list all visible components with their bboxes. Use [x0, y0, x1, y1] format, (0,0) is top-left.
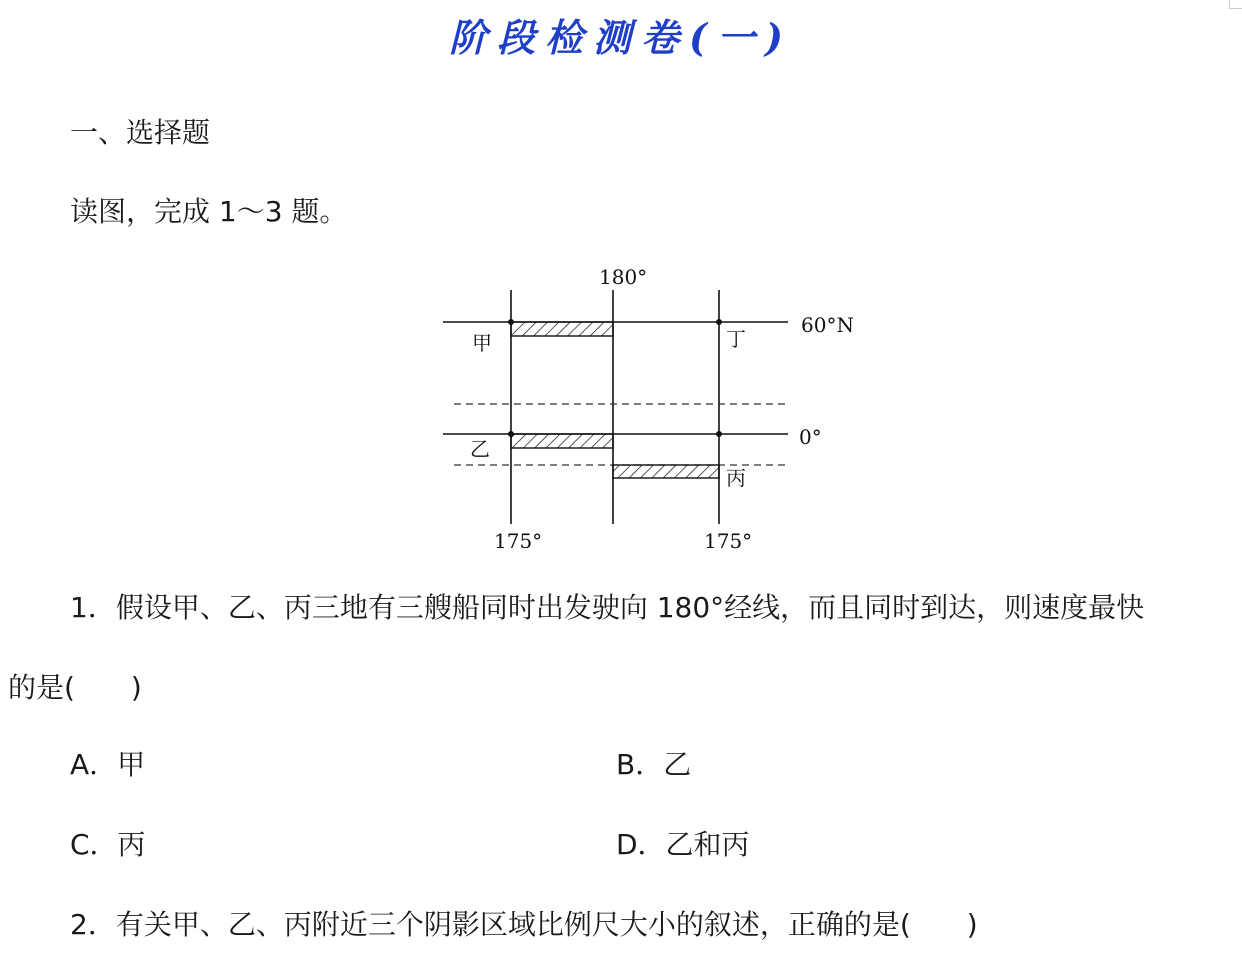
- label-0: 0°: [799, 425, 822, 449]
- question-1-option-b: B．乙: [616, 748, 692, 781]
- label-175-right: 175°: [704, 529, 753, 553]
- point-jia: [508, 319, 514, 325]
- question-1-option-c: C．丙: [70, 828, 146, 861]
- label-yi: 乙: [470, 437, 490, 461]
- page-title: 阶段检测卷(一): [449, 15, 793, 60]
- point-ding: [716, 319, 722, 325]
- point-equator-right: [716, 431, 722, 437]
- point-yi: [508, 431, 514, 437]
- label-bing: 丙: [726, 466, 746, 490]
- label-jia: 甲: [472, 331, 492, 355]
- corner-mark: [1229, 0, 1242, 9]
- question-2-stem-line1: 2．有关甲、乙、丙附近三个阴影区域比例尺大小的叙述，正确的是( ): [70, 908, 978, 941]
- question-1-option-a: A．甲: [70, 748, 146, 781]
- section-heading: 一、选择题: [70, 116, 211, 149]
- map-grid-svg: [430, 258, 870, 558]
- label-180: 180°: [599, 265, 648, 289]
- label-ding: 丁: [726, 327, 746, 351]
- hatched-region-yi: [511, 434, 613, 448]
- hatched-region-bing: [613, 465, 719, 478]
- hatched-region-jia: [511, 322, 613, 336]
- map-grid-figure: [430, 258, 870, 558]
- question-1-option-d: D．乙和丙: [616, 828, 750, 861]
- question-1-stem-line1: 1．假设甲、乙、丙三地有三艘船同时出发驶向 180°经线，而且同时到达，则速度最快: [70, 591, 1145, 624]
- label-60n: 60°N: [801, 313, 854, 337]
- label-175-left: 175°: [494, 529, 543, 553]
- instruction-text: 读图，完成 1～3 题。: [70, 195, 348, 228]
- question-1-stem-line2: 的是( ): [8, 671, 142, 704]
